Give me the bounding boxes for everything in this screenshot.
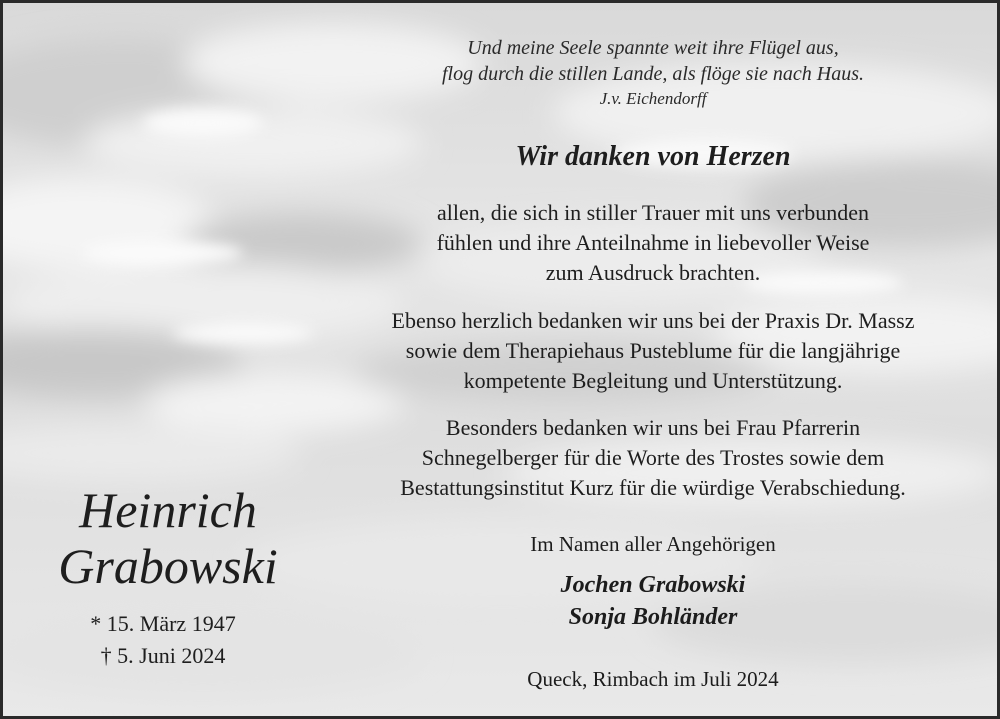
signer-name: Sonja Bohländer	[568, 604, 738, 630]
quote-line: Und meine Seele spannte weit ihre Flügel aus,	[467, 37, 839, 59]
poem-quote	[303, 35, 1000, 111]
paragraph-line: kompetente Begleitung und Unterstützung.	[463, 368, 843, 393]
quote-line: flog durch die stillen Lande, als flöge sie nach Haus.	[441, 63, 864, 85]
birth-date: * 15. März 1947	[90, 611, 236, 636]
paragraph-line: fühlen und ihre Anteilnahme in liebevoller Weise	[436, 230, 870, 255]
paragraph-line: Besonders bedanken wir uns bei Frau Pfarrerin	[445, 415, 861, 440]
deceased-last-name: Grabowski	[58, 538, 278, 594]
thanks-paragraph	[303, 306, 1000, 396]
thanks-paragraph	[303, 198, 1000, 288]
paragraph-line: allen, die sich in stiller Trauer mit uns verbunden	[437, 200, 869, 225]
paragraph-line: sowie dem Therapiehaus Pusteblume für die langjährige	[405, 338, 901, 363]
paragraph-line: Ebenso herzlich bedanken wir uns bei der Praxis Dr. Massz	[391, 308, 915, 333]
life-dates	[3, 608, 323, 672]
quote-author: J.v. Eichendorff	[599, 89, 707, 108]
thanks-heading: Wir danken von Herzen	[515, 141, 791, 172]
on-behalf-text: Im Namen aller Angehörigen	[530, 532, 776, 556]
paragraph-line: Bestattungsinstitut Kurz für die würdige Verabschiedung.	[400, 475, 906, 500]
death-date: † 5. Juni 2024	[100, 643, 226, 668]
deceased-first-name: Heinrich	[79, 482, 257, 538]
thanks-paragraph	[303, 413, 1000, 503]
signer-name: Jochen Grabowski	[560, 572, 746, 598]
place-date: Queck, Rimbach im Juli 2024	[527, 667, 779, 691]
paragraph-line: zum Ausdruck brachten.	[545, 260, 761, 285]
paragraph-line: Schnegelberger für die Worte des Trostes sowie dem	[421, 445, 885, 470]
signers	[303, 569, 1000, 633]
